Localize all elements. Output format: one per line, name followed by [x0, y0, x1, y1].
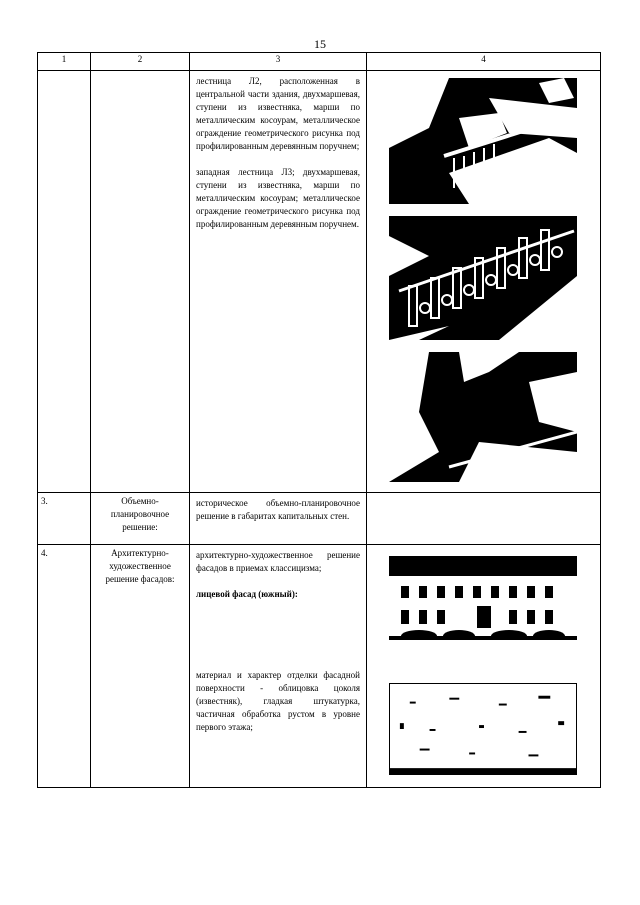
header-col-2: 2	[91, 53, 190, 71]
table-header-row	[38, 53, 601, 71]
row-4-desc-2: лицевой фасад (южный):	[196, 589, 298, 599]
table-row-3	[38, 493, 601, 545]
row-3-desc: историческое объемно-планировочное решение в габаритах капитальных стен.	[190, 493, 367, 545]
header-col-3: 3	[190, 53, 367, 71]
row-3-photo-cell	[367, 493, 601, 545]
stairs-desc-cell	[190, 71, 367, 493]
row-4-desc-3: материал и характер отделки фасадной поверхности - облицовка цоколя (известняк), гладкая штукатурка, частичная обработка рустом в уровне первого этажа;	[196, 670, 360, 732]
row-4-desc-1: архитектурно-художественное решение фасадов в приемах классицизма;	[196, 550, 360, 573]
south-facade-photo	[389, 556, 577, 648]
facade-finish-photo	[389, 683, 577, 775]
staircase-handrail-photo	[389, 352, 577, 482]
staircase-l3-photo	[389, 216, 577, 340]
page-number: 15	[314, 37, 326, 51]
row-3-number: 3.	[38, 493, 91, 545]
row-4-number: 4.	[38, 545, 91, 788]
stairs-l2-text: лестница Л2, расположенная в центральной части здания, двухмаршевая, ступени из известняка, марши по металлическим косоурам, металлическое ограждение геометрического рисунка под профилированным деревянным поручнем;	[196, 76, 360, 151]
header-col-4: 4	[367, 53, 601, 71]
row-3-name: Объемно-планировочное решение:	[91, 493, 190, 545]
stairs-l3-text: западная лестница Л3; двухмаршевая, ступени из известняка, марши по металлическим косоурам; металлическое ограждение геометрического рисунка под профилированным деревянным поручнем.	[196, 167, 360, 229]
stairs-name-cell	[91, 71, 190, 493]
stairs-num-cell	[38, 71, 91, 493]
header-col-1: 1	[38, 53, 91, 71]
row-4-name: Архитектурно-художественное решение фасадов:	[91, 545, 190, 788]
row-4-desc-cell	[190, 545, 367, 788]
staircase-l2-photo	[389, 78, 577, 204]
